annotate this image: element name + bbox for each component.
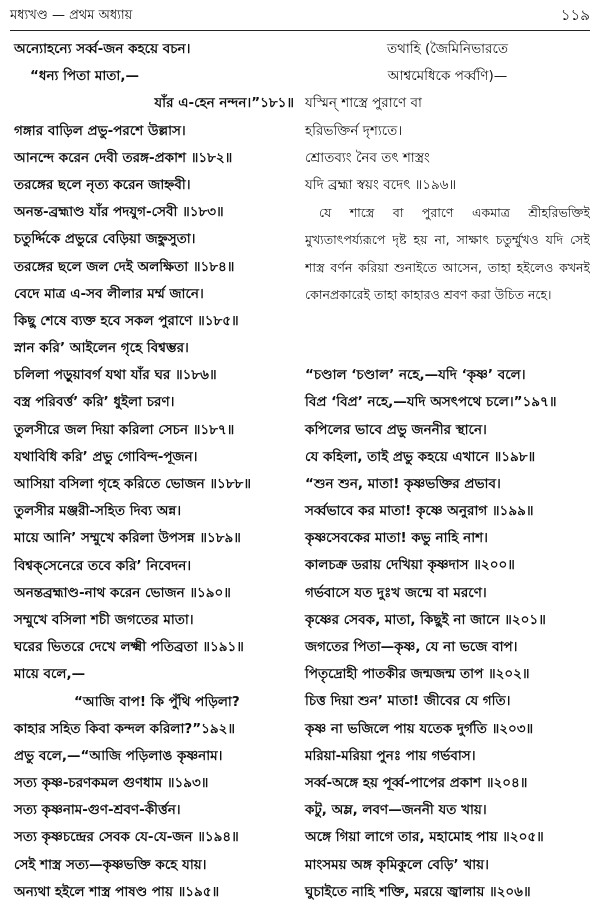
page-number: ১১৯ (560, 6, 590, 24)
verse-line: ঘরের ভিতরে দেখে লক্ষ্মী পতিব্রতা ॥১৯১॥ (14, 639, 244, 656)
verse-line: স্নান করি’ আইলেন গৃহে বিশ্বম্ভর। (14, 340, 189, 357)
header-rule (10, 30, 590, 31)
verse-line: হরিভক্তির্ন দৃশ্যতে। (305, 122, 403, 139)
verse-line: কিছু শেষে ব্যক্ত হবে সকল পুরাণে ॥১৮৫॥ (14, 312, 239, 329)
verse-line: ঘুচাইতে নাহি শক্তি, মরয়ে জ্বালায় ॥২০৬॥ (305, 883, 531, 900)
verse-line: বিপ্র ‘বিপ্র’ নহে,—যদি অসৎপথে চলে।”১৯৭॥ (305, 394, 557, 411)
commentary-text: যে শাস্ত্রে বা পুরাণে একমাত্র শ্রীহরিভক্তিই মুখ্যতাৎপর্য্যরূপে দৃষ্ট হয় না, সাক্ষাৎ চতুর্ম্মুখও যদি সেই শাস্ত্র বর্ণন করিয়া শুনাইতে আসেন, তাহা হইলেও কখনই কোনপ্রকারেই তাহা কাহারও শ্রবণ করা উচিত নহে। (305, 205, 590, 302)
verse-line: কটু, অম্ল, লবণ—জননী যত খায়। (305, 802, 487, 819)
verse-line: অনন্ত-ব্রহ্মাণ্ড যাঁর পদযুগ-সেবী ॥১৮৩॥ (14, 204, 224, 221)
verse-line: “চণ্ডাল ‘চণ্ডাল’ নহে,—যদি ‘কৃষ্ণ’ বলে। (305, 367, 526, 384)
verse-line: বস্ত্র পরিবর্ত্ত’ করি’ ধুইলা চরণ। (14, 394, 175, 411)
verse-line: মায়ে আনি’ সম্মুখে করিলা উপসন্ন ॥১৮৯॥ (14, 530, 241, 547)
verse-line: চলিলা পড়ুয়াবর্গ যথা যাঁর ঘর ॥১৮৬॥ (14, 367, 217, 384)
verse-line: অঙ্গে গিয়া লাগে তার, মহামোহ পায় ॥২০৫॥ (305, 829, 544, 846)
verse-line: আসিয়া বসিলা গৃহে করিতে ভোজন ॥১৮৮॥ (14, 476, 251, 492)
verse-line: সত্য কৃষ্ণ-চরণকমল গুণধাম ॥১৯৩॥ (14, 775, 209, 792)
verse-line: তুলসীর মঞ্জরী-সহিত দিব্য অন্ন। (14, 503, 182, 520)
verse-line: কাহার সহিত কিবা কন্দল করিলা?”১৯২॥ (14, 720, 236, 737)
verse-line: তরঙ্গের ছলে জল দেই অলক্ষিতা ॥১৮৪॥ (14, 258, 235, 275)
verse-line: তথাহি (জৈমিনিভারতে (386, 41, 509, 57)
verse-line: সত্য কৃষ্ণনাম-গুণ-শ্রবণ-কীর্ত্তন। (14, 802, 181, 819)
verse-line: বিশ্বক্‌সেনেরে তবে করি’ নিবেদন। (14, 557, 192, 574)
verse-line: মায়ে বলে,— (14, 666, 86, 683)
verse-line: যথাবিধি করি’ প্রভু গোবিন্দ-পূজন। (14, 448, 198, 465)
verse-line: আশ্বমেধিকে পর্ব্বণি)— (387, 68, 508, 85)
verse-line: “শুন শুন, মাতা! কৃষ্ণভক্তির প্রভাব। (305, 475, 501, 492)
right-column (305, 36, 590, 906)
verse-line: যে কহিলা, তাই প্রভু কহয়ে এখানে ॥১৯৮॥ (305, 448, 536, 465)
verse-line: বেদে মাত্র এ-সব লীলার মর্ম্ম জানে। (14, 285, 204, 302)
verse-line: কৃষ্ণ না ভজিলে পায় যতেক দুর্গতি ॥২০৩॥ (305, 720, 534, 737)
page-header (10, 2, 590, 28)
verse-line: অন্যথা হইলে শাস্ত্র পাষণ্ড পায় ॥১৯৫॥ (14, 883, 220, 900)
verse-line: কৃষ্ণের সেবক, মাতা, কিছুই না জানে ॥২০১॥ (305, 611, 546, 628)
verse-line: চতুর্দ্দিকে প্রভুরে বেড়িয়া জহ্নুসুতা। (14, 231, 196, 248)
verse-line: সম্মুখে বসিলা শচী জগতের মাতা। (14, 611, 194, 628)
verse-line: যাঁর এ-হেন নন্দন।”১৮১॥ (154, 95, 294, 112)
verse-line: শ্রোতব্যং নৈব তৎ শাস্ত্রং (305, 149, 430, 166)
verse-line: গর্ভবাসে যত দুঃখ জন্মে বা মরণে। (305, 584, 487, 601)
verse-line: অনন্তব্রহ্মাণ্ড-নাথ করেন ভোজন ॥১৯০॥ (14, 584, 231, 601)
verse-line: যদি ব্রহ্মা স্বয়ং বদেৎ ॥১৯৬॥ (305, 176, 457, 193)
verse-line: সর্ব্বভাবে কর মাতা! কৃষ্ণে অনুরাগ ॥১৯৯॥ (305, 503, 534, 520)
verse-line: তরঙ্গের ছলে নৃত্য করেন জাহ্নবী। (14, 176, 191, 193)
verse-line: সত্য কৃষ্ণচন্দ্রের সেবক যে-যে-জন ॥১৯৪॥ (14, 829, 239, 846)
commentary-prose (305, 199, 590, 362)
verse-line: যস্মিন্ শাস্ত্রে পুরাণে বা (305, 95, 422, 112)
verse-line: প্রভু বলে,—“আজি পড়িলাঙ কৃষ্ণনাম। (14, 747, 223, 764)
verse-line: চিত্ত দিয়া শুন’ মাতা! জীবের যে গতি। (305, 693, 511, 710)
verse-line: পিতৃদ্রোহী পাতকীর জন্মজন্ম তাপ ॥২০২॥ (305, 666, 530, 683)
verse-block (305, 362, 590, 906)
verse-line: তুলসীরে জল দিয়া করিলা সেচন ॥১৮৭॥ (14, 421, 235, 438)
verse-line: মরিয়া-মরিয়া পুনঃ পায় গর্ভবাস। (305, 747, 476, 764)
verse-line: “ধন্য পিতা মাতা,— (30, 68, 139, 85)
running-head: মধ্যখণ্ড — প্রথম অধ্যায় (10, 8, 133, 23)
verse-line: গঙ্গার বাড়িল প্রভু-পরশে উল্লাস। (14, 122, 186, 139)
verse-line: কৃষ্ণসেবকের মাতা! কভু নাহি নাশ। (305, 530, 488, 547)
verse-line: সেই শাস্ত্র সত্য—কৃষ্ণভক্তি কহে যায়। (14, 856, 207, 873)
verse-line: অন্যোহন্যে সর্ব্ব-জন কহয়ে বচন। (14, 41, 191, 57)
left-column (14, 36, 294, 906)
verse-line: মাংসময় অঙ্গ কৃমিকুলে বেড়ি’ খায়। (305, 856, 489, 873)
verse-line: কালচক্র ডরায় দেখিয়া কৃষ্ণদাস ॥২০০॥ (305, 557, 515, 574)
verse-line: জগতের পিতা—কৃষ্ণ, যে না ভজে বাপ। (305, 639, 518, 655)
verse-line: আনন্দে করেন দেবী তরঙ্গ-প্রকাশ ॥১৮২॥ (14, 149, 233, 166)
verse-line: “আজি বাপ! কি পুঁথি পড়িলা? (74, 693, 240, 710)
citation-block (305, 36, 590, 199)
verse-line: সর্ব্ব-অঙ্গে হয় পূর্ব্ব-পাপের প্রকাশ ॥২০৪॥ (305, 774, 528, 791)
verse-line: কপিলের ভাবে প্রভু জননীর স্থানে। (305, 421, 487, 438)
